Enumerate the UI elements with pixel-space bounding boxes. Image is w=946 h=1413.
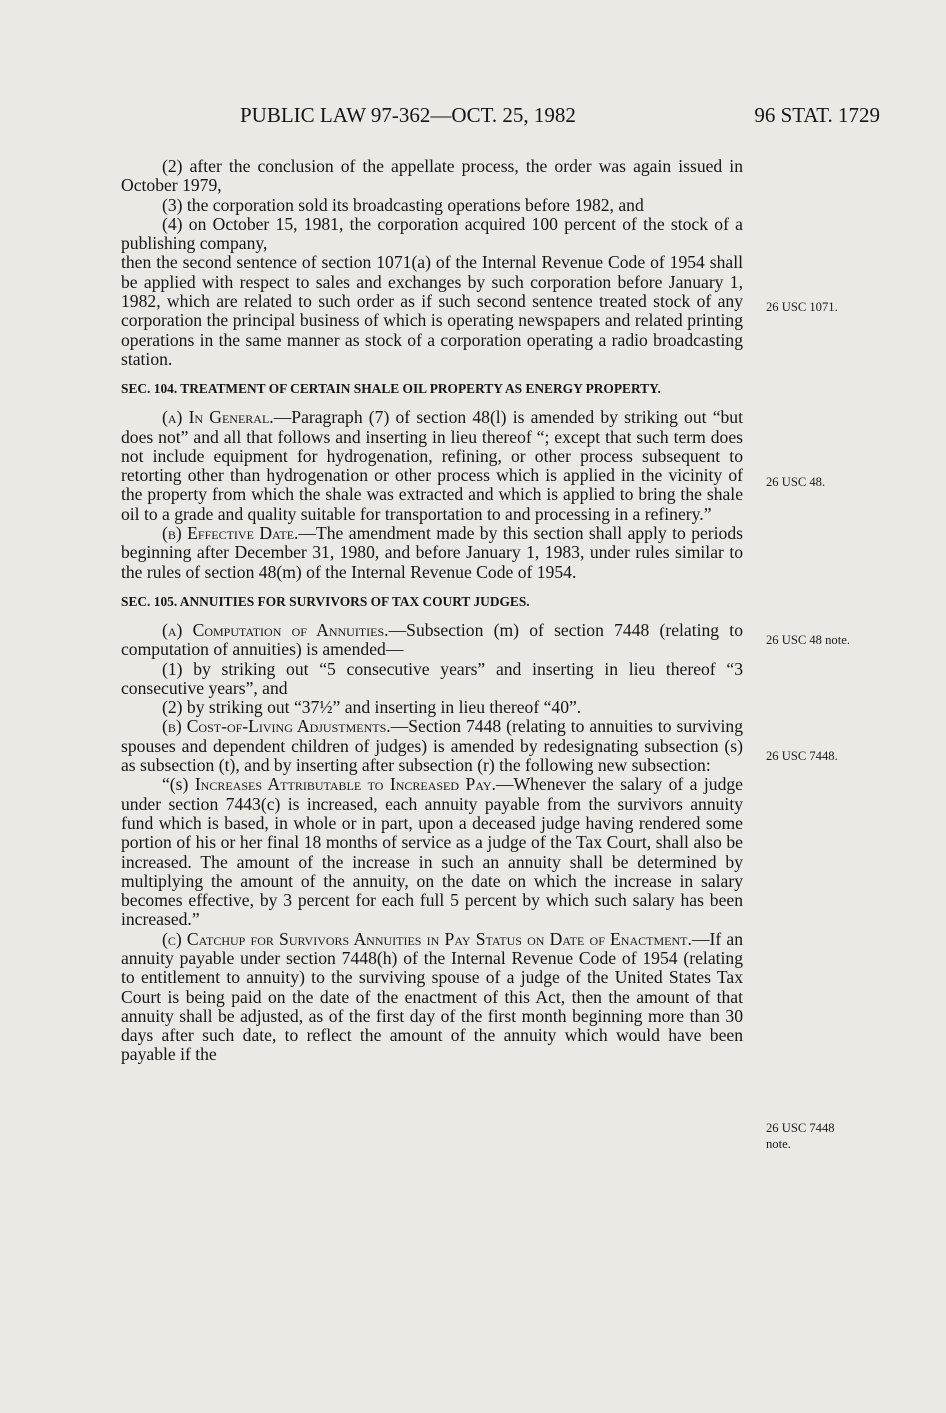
margin-note-48: 26 USC 48. [766,475,826,489]
subsection-heading: (b) Cost-of-Living Adjustments. [162,716,391,737]
margin-note-48-note: 26 USC 48 note. [766,633,850,647]
new-subsection-s [121,775,743,929]
document-body [121,157,743,1065]
subsection-heading: (a) Computation of Annuities. [162,619,389,640]
subsection-heading: (c) Catchup for Survivors Annuities in Pay Status on Date of Enactment. [162,928,692,949]
subsection-text: —If an annuity payable under section 7448(h) of the Internal Revenue Code of 1954 (relating to entitlement to annuity) to the surviving spouse of a judge of the United States Tax Court is being paid on the date of the enactment of this Act, then the amount of that annuity shall be adjusted, as of the first day of the first month beginning more than 30 days after such date, to reflect the amount of the annuity which would have been payable if the [121,928,743,1065]
subsection-heading: (a) In General. [162,407,274,428]
subsection-text: —Section 7448 (relating to annuities to surviving spouses and dependent children of judges) is amended by redesignating subsection (s) as subsection (t), and by inserting after subsection (r) the following new subsection: [121,716,743,776]
section-104-heading: SEC. 104. TREATMENT OF CERTAIN SHALE OIL PROPERTY AS ENERGY PROPERTY. [121,381,661,397]
law-title: PUBLIC LAW 97-362—OCT. 25, 1982 [240,103,576,127]
section-105-heading: SEC. 105. ANNUITIES FOR SURVIVORS OF TAX COURT JUDGES. [121,593,530,609]
subsection-text: —Whenever the salary of a judge under section 7443(c) is increased, each annuity payable from the survivors annuity fund which is based, in whole or in part, upon a deceased judge having rendered some portion of his or her final 18 months of service as a judge of the Tax Court, shall also be increased. The amount of the increase in such an annuity shall be determined by multiplying the amount of the annuity, on the date on which the increase in salary becomes effective, by 3 percent for each full 5 percent by which such salary has been increased.” [121,774,743,930]
page-header [0,103,946,133]
paragraph-3: (3) the corporation sold its broadcasting operations before 1982, and [162,194,644,215]
margin-note-7448-note: 26 USC 7448 note. [766,1121,835,1151]
subsection-text: —The amendment made by this section shall apply to periods beginning after December 31, 1980, and before January 1, 1983, under rules similar to the rules of section 48(m) of the Internal Revenue Code of 1954. [121,523,743,582]
paragraph-2: (2) after the conclusion of the appellate process, the order was again issued in October 1979, [121,156,743,196]
subsection-heading: (b) Effective Date. [162,523,299,544]
section-104-a [121,408,743,524]
paragraph-1-striking: (1) by striking out “5 consecutive years” and inserting in lieu thereof “3 consecutive years”, and [121,658,743,698]
statute-page-number: 96 STAT. 1729 [754,103,880,127]
margin-note-7448: 26 USC 7448. [766,749,838,763]
quote-open: “(s) [162,774,195,795]
section-105-c [121,930,743,1065]
closing-clause: then the second sentence of section 1071(a) of the Internal Revenue Code of 1954 shall be applied with respect to sales and exchanges by such corporation before January 1, 1982, which are related to such order as if such second sentence treated stock of any corporation the principal business of which is operating newspapers and related printing operations in the same manner as stock of a corporation operating a radio broadcasting station. [121,252,743,369]
section-105-b [121,717,743,775]
section-105-a [121,621,743,660]
subsection-text: —Subsection (m) of section 7448 (relating to computation of annuities) is amended— [121,619,743,660]
subsection-text: —Paragraph (7) of section 48(l) is amended by striking out “but does not” and all that follows and inserting in lieu thereof “; except that such term does not include equipment for hydrogenation, refining, or other process subsequent to retorting other than hydrogenation or other process which is applied in the vicinity of the property from which the shale was extracted and which is applied to bring the shale oil to a grade and quality suitable for transportation to and processing in a refinery.” [121,407,743,524]
paragraph-4: (4) on October 15, 1981, the corporation acquired 100 percent of the stock of a publishing company, [121,213,743,254]
margin-note-1071: 26 USC 1071. [766,300,838,314]
subsection-heading: Increases Attributable to Increased Pay. [194,774,496,795]
paragraph-2-striking: (2) by striking out “37½” and inserting in lieu thereof “40”. [162,697,582,718]
section-104-b [121,524,743,582]
